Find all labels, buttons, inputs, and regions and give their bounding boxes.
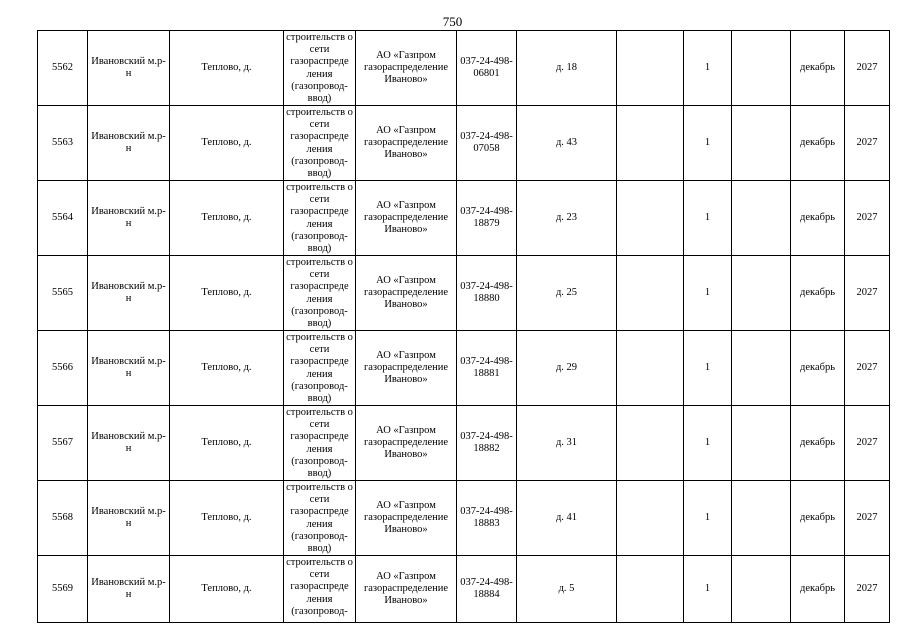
cell-month: декабрь xyxy=(791,181,845,256)
cell-house: д. 18 xyxy=(517,31,617,106)
empty-cell xyxy=(732,481,791,556)
cell-district: Ивановский м.р-н xyxy=(88,106,170,181)
cell-qty: 1 xyxy=(684,256,732,331)
cell-locality: Теплово, д. xyxy=(170,31,284,106)
table-row xyxy=(38,556,890,623)
cell-qty: 1 xyxy=(684,406,732,481)
cell-locality: Теплово, д. xyxy=(170,106,284,181)
empty-cell xyxy=(732,106,791,181)
cell-qty: 1 xyxy=(684,556,732,623)
cell-work xyxy=(284,556,356,623)
cell-work xyxy=(284,181,356,256)
table-row xyxy=(38,106,890,181)
cell-org: АО «Газпром газораспределение Иваново» xyxy=(356,106,457,181)
table-row xyxy=(38,406,890,481)
cell-code: 037-24-498-18883 xyxy=(457,481,517,556)
cell-work xyxy=(284,481,356,556)
cell-no: 5564 xyxy=(38,181,88,256)
cell-no: 5565 xyxy=(38,256,88,331)
cell-year: 2027 xyxy=(845,181,890,256)
cell-district: Ивановский м.р-н xyxy=(88,406,170,481)
cell-no: 5567 xyxy=(38,406,88,481)
cell-year: 2027 xyxy=(845,256,890,331)
cell-qty: 1 xyxy=(684,181,732,256)
cell-month: декабрь xyxy=(791,31,845,106)
cell-district: Ивановский м.р-н xyxy=(88,556,170,623)
empty-cell xyxy=(732,556,791,623)
cell-org: АО «Газпром газораспределение Иваново» xyxy=(356,556,457,623)
cell-district: Ивановский м.р-н xyxy=(88,31,170,106)
page-number: 750 xyxy=(442,14,463,29)
cell-org: АО «Газпром газораспределение Иваново» xyxy=(356,406,457,481)
work-text: строительств о сети газораспреде ления (газопровод-ввод) xyxy=(286,407,353,480)
cell-house: д. 25 xyxy=(517,256,617,331)
cell-house: д. 43 xyxy=(517,106,617,181)
cell-house: д. 29 xyxy=(517,331,617,406)
cell-qty: 1 xyxy=(684,331,732,406)
cell-code: 037-24-498-18880 xyxy=(457,256,517,331)
cell-code: 037-24-498-18881 xyxy=(457,331,517,406)
empty-cell xyxy=(732,256,791,331)
cell-year: 2027 xyxy=(845,406,890,481)
cell-year: 2027 xyxy=(845,106,890,181)
cell-org: АО «Газпром газораспределение Иваново» xyxy=(356,31,457,106)
cell-no: 5568 xyxy=(38,481,88,556)
empty-cell xyxy=(732,331,791,406)
cell-no: 5562 xyxy=(38,31,88,106)
cell-year: 2027 xyxy=(845,481,890,556)
cell-house: д. 5 xyxy=(517,556,617,623)
cell-org: АО «Газпром газораспределение Иваново» xyxy=(356,481,457,556)
cell-district: Ивановский м.р-н xyxy=(88,256,170,331)
cell-work xyxy=(284,256,356,331)
work-text: строительств о сети газораспреде ления (газопровод-ввод) xyxy=(286,257,353,330)
cell-locality: Теплово, д. xyxy=(170,556,284,623)
table-row xyxy=(38,31,890,106)
empty-cell xyxy=(732,406,791,481)
cell-qty: 1 xyxy=(684,106,732,181)
cell-year: 2027 xyxy=(845,31,890,106)
work-text: строительств о сети газораспреде ления (газопровод-ввод) xyxy=(286,182,353,255)
empty-cell xyxy=(617,181,684,256)
empty-cell xyxy=(617,31,684,106)
cell-house: д. 41 xyxy=(517,481,617,556)
cell-month: декабрь xyxy=(791,331,845,406)
work-text: строительств о сети газораспреде ления (газопровод-ввод) xyxy=(286,32,353,105)
work-text: строительств о сети газораспреде ления (газопровод-ввод) xyxy=(286,482,353,555)
cell-org: АО «Газпром газораспределение Иваново» xyxy=(356,331,457,406)
empty-cell xyxy=(732,31,791,106)
table-row xyxy=(38,181,890,256)
cell-no: 5566 xyxy=(38,331,88,406)
cell-month: декабрь xyxy=(791,406,845,481)
cell-month: декабрь xyxy=(791,556,845,623)
work-text: строительств о сети газораспреде ления (газопровод-ввод) xyxy=(286,107,353,180)
table-body xyxy=(38,31,890,623)
empty-cell xyxy=(617,256,684,331)
cell-code: 037-24-498-18882 xyxy=(457,406,517,481)
cell-month: декабрь xyxy=(791,256,845,331)
work-text: строительств о сети газораспреде ления (газопровод-ввод) xyxy=(286,332,353,405)
table-row xyxy=(38,256,890,331)
empty-cell xyxy=(617,481,684,556)
cell-year: 2027 xyxy=(845,556,890,623)
cell-locality: Теплово, д. xyxy=(170,181,284,256)
table-row xyxy=(38,331,890,406)
cell-locality: Теплово, д. xyxy=(170,406,284,481)
cell-district: Ивановский м.р-н xyxy=(88,331,170,406)
cell-work xyxy=(284,31,356,106)
cell-qty: 1 xyxy=(684,31,732,106)
table-row xyxy=(38,481,890,556)
cell-locality: Теплово, д. xyxy=(170,481,284,556)
empty-cell xyxy=(617,406,684,481)
cell-code: 037-24-498-18884 xyxy=(457,556,517,623)
cell-month: декабрь xyxy=(791,481,845,556)
cell-house: д. 23 xyxy=(517,181,617,256)
cell-qty: 1 xyxy=(684,481,732,556)
cell-locality: Теплово, д. xyxy=(170,256,284,331)
cell-year: 2027 xyxy=(845,331,890,406)
cell-no: 5563 xyxy=(38,106,88,181)
cell-org: АО «Газпром газораспределение Иваново» xyxy=(356,181,457,256)
cell-org: АО «Газпром газораспределение Иваново» xyxy=(356,256,457,331)
cell-work xyxy=(284,106,356,181)
cell-no: 5569 xyxy=(38,556,88,623)
gas-network-table xyxy=(37,30,890,623)
empty-cell xyxy=(617,556,684,623)
cell-district: Ивановский м.р-н xyxy=(88,481,170,556)
cell-district: Ивановский м.р-н xyxy=(88,181,170,256)
cell-month: декабрь xyxy=(791,106,845,181)
cell-work xyxy=(284,331,356,406)
empty-cell xyxy=(617,106,684,181)
cell-code: 037-24-498-18879 xyxy=(457,181,517,256)
cell-locality: Теплово, д. xyxy=(170,331,284,406)
empty-cell xyxy=(617,331,684,406)
cell-work xyxy=(284,406,356,481)
work-text: строительств о сети газораспреде ления (газопровод- xyxy=(286,557,353,617)
empty-cell xyxy=(732,181,791,256)
cell-code: 037-24-498-06801 xyxy=(457,31,517,106)
cell-code: 037-24-498-07058 xyxy=(457,106,517,181)
cell-house: д. 31 xyxy=(517,406,617,481)
